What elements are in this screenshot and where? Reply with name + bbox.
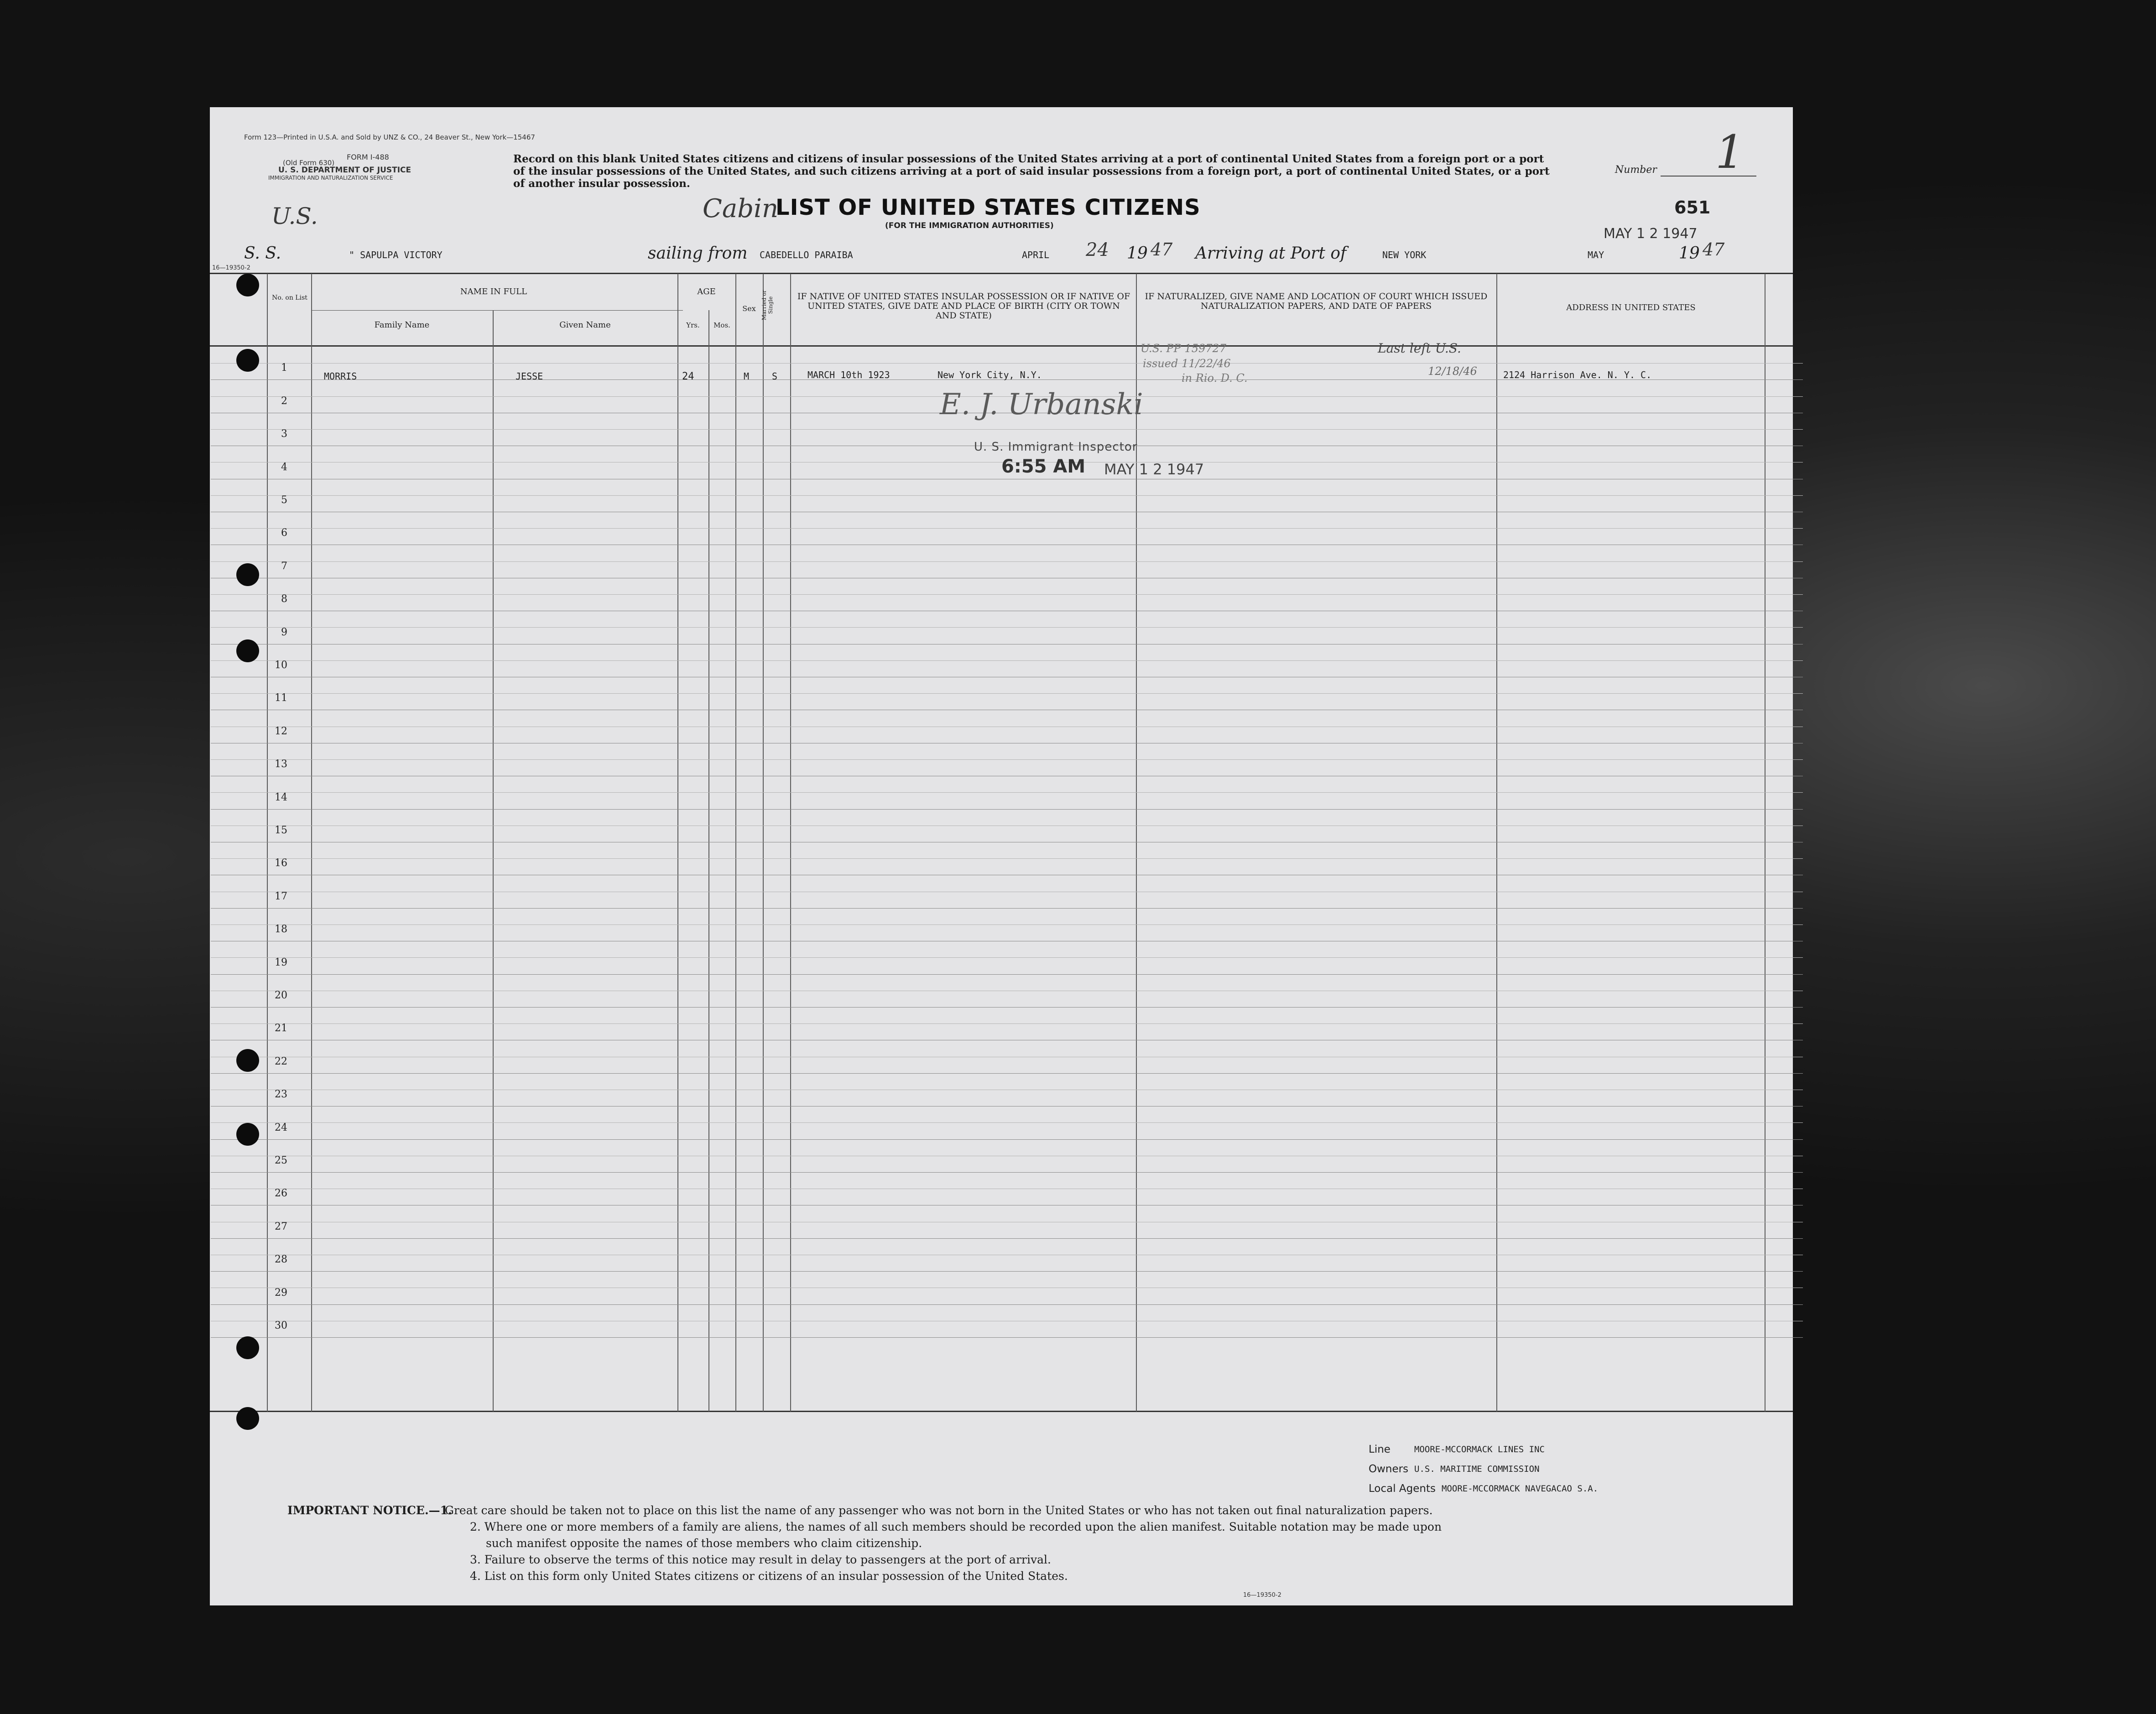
row-number: 13 <box>275 758 287 770</box>
inspection-time: 6:55 AM <box>1001 456 1086 477</box>
page-title: LIST OF UNITED STATES CITIZENS <box>776 195 1201 220</box>
table-bottom-border <box>210 1411 1793 1412</box>
binder-hole <box>236 349 259 372</box>
entry-age-years: 24 <box>682 371 694 382</box>
name-age-subheader-line <box>311 310 683 311</box>
entry-birth-place: New York City, N.Y. <box>937 369 1042 380</box>
record-instructions: Record on this blank United States citizens and citizens of insular possessions of the United States arriving at a port of continental United States from a foreign port or a port of the insular possessions of the United States, and such citizens arriving at a port of said insular possessions from a foreign port, a port of continental United States, or a port of another insular possession. <box>513 153 1550 190</box>
col-header-mos: Mos. <box>713 321 730 329</box>
row-number: 6 <box>281 527 287 539</box>
notice-item-2a: 2. Where one or more members of a family are aliens, the names of all such members should be recorded upon the alien manifest. Suitable notation may be made upon <box>470 1520 1442 1533</box>
number-label: Number <box>1615 164 1657 176</box>
col-line-0 <box>267 274 268 1412</box>
row-rule <box>211 1073 1803 1074</box>
binder-hole <box>236 1336 259 1359</box>
table-top-border <box>210 273 1793 274</box>
row-number: 7 <box>281 560 287 572</box>
col-header-sex: Sex <box>742 304 756 313</box>
departure-year-prefix: 19 <box>1127 244 1148 263</box>
arrival-port: NEW YORK <box>1382 249 1427 260</box>
col-header-no: No. on List <box>272 294 307 301</box>
row-rule <box>211 1238 1803 1239</box>
row-rule <box>211 974 1803 975</box>
row-half-rule <box>211 528 1803 529</box>
entry-naturalized-note-2: issued 11/22/46 <box>1143 357 1231 370</box>
row-number: 30 <box>275 1320 287 1331</box>
row-number: 14 <box>275 791 287 803</box>
col-header-name-full: NAME IN FULL <box>460 287 527 296</box>
line-value: MOORE-MCCORMACK LINES INC <box>1414 1444 1545 1454</box>
row-number: 4 <box>281 461 287 473</box>
arriving-label: Arriving at Port of <box>1195 244 1347 263</box>
row-number: 1 <box>281 362 287 374</box>
sheet-number: 651 <box>1674 197 1711 218</box>
line-label: Line <box>1369 1444 1390 1455</box>
cabin-handwritten: Cabin <box>703 194 779 223</box>
row-half-rule <box>211 693 1803 694</box>
entry-naturalized-note-1: U.S. PP 159727 <box>1140 342 1227 355</box>
row-number: 15 <box>275 825 287 836</box>
row-half-rule <box>211 957 1803 958</box>
row-number: 12 <box>275 725 287 737</box>
row-rule <box>211 1271 1803 1272</box>
entry-given-name: JESSE <box>516 371 543 382</box>
col-line-2 <box>493 310 494 1412</box>
col-line-5 <box>735 274 736 1412</box>
row-number: 17 <box>275 890 287 902</box>
number-value-handwritten: 1 <box>1715 125 1745 179</box>
col-header-given: Given Name <box>559 320 611 330</box>
department-name: U. S. DEPARTMENT OF JUSTICE <box>278 166 411 175</box>
col-line-6 <box>763 274 764 1412</box>
form-i-number: FORM I-488 <box>347 153 389 161</box>
received-date-stamp: MAY 1 2 1947 <box>1604 226 1698 242</box>
arrival-month: MAY <box>1588 249 1604 260</box>
row-number: 11 <box>275 692 287 704</box>
agents-label: Local Agents <box>1369 1483 1436 1495</box>
binder-hole <box>236 563 259 586</box>
notice-item-3: 3. Failure to observe the terms of this notice may result in delay to passengers at the port of arrival. <box>470 1553 1051 1566</box>
row-half-rule <box>211 627 1803 628</box>
form-printer-line: Form 123—Printed in U.S.A. and Sold by UNZ & CO., 24 Beaver St., New York—15467 <box>244 133 535 141</box>
row-number: 5 <box>281 494 287 506</box>
inspector-title: U. S. Immigrant Inspector <box>974 440 1138 454</box>
departure-month: APRIL <box>1022 249 1050 260</box>
col-line-1 <box>311 274 312 1412</box>
manifest-sheet <box>210 107 1793 1605</box>
col-header-address: ADDRESS IN UNITED STATES <box>1566 303 1696 312</box>
col-header-married: Married or Single <box>761 290 774 321</box>
row-number: 28 <box>275 1254 287 1266</box>
row-half-rule <box>211 363 1803 364</box>
row-number: 21 <box>275 1023 287 1034</box>
row-number: 23 <box>275 1089 287 1101</box>
col-line-7 <box>790 274 791 1412</box>
row-number: 2 <box>281 395 287 407</box>
entry-birth-date: MARCH 10th 1923 <box>807 369 890 380</box>
row-number: 22 <box>275 1055 287 1067</box>
row-number: 16 <box>275 857 287 869</box>
row-half-rule <box>211 660 1803 661</box>
row-number: 9 <box>281 626 287 638</box>
binder-hole <box>236 639 259 662</box>
col-header-naturalized: IF NATURALIZED, GIVE NAME AND LOCATION OF COURT WHICH ISSUED NATURALIZATION PAPERS, AND DATE OF PAPERS <box>1145 291 1488 311</box>
agents-value: MOORE-MCCORMACK NAVEGACAO S.A. <box>1442 1484 1599 1494</box>
col-line-4 <box>708 310 709 1412</box>
row-number: 18 <box>275 924 287 935</box>
entry-marital: S <box>772 371 778 382</box>
notice-item-4: 4. List on this form only United States citizens or citizens of an insular possession of the United States. <box>470 1569 1068 1583</box>
form-code-top: 16—19350-2 <box>212 265 250 271</box>
row-number: 24 <box>275 1122 287 1133</box>
row-half-rule <box>211 429 1803 430</box>
old-form-number: (Old Form 630) <box>283 159 335 167</box>
row-number: 10 <box>275 660 287 671</box>
row-half-rule <box>211 495 1803 496</box>
row-rule <box>211 1337 1803 1338</box>
col-header-family: Family Name <box>374 320 430 330</box>
row-rule <box>211 809 1803 810</box>
entry-address: 2124 Harrison Ave. N. Y. C. <box>1503 369 1652 380</box>
row-number: 25 <box>275 1155 287 1166</box>
row-half-rule <box>211 1122 1803 1123</box>
departure-port: CABEDELLO PARAIBA <box>760 249 853 260</box>
inspector-signature: E. J. Urbanski <box>940 388 1143 421</box>
col-line-9 <box>1496 274 1497 1412</box>
us-handwritten: U.S. <box>271 203 318 229</box>
row-half-rule <box>211 858 1803 859</box>
row-half-rule <box>211 759 1803 760</box>
entry-naturalized-note-3: in Rio. D. C. <box>1182 372 1248 384</box>
form-code-bottom: 16—19350-2 <box>1243 1592 1281 1599</box>
ss-label: S. S. <box>244 244 281 263</box>
row-half-rule <box>211 792 1803 793</box>
ship-name: " SAPULPA VICTORY <box>349 249 443 260</box>
entry-naturalized-note-5: 12/18/46 <box>1428 365 1477 378</box>
row-rule <box>211 1304 1803 1305</box>
row-half-rule <box>211 561 1803 562</box>
row-number: 20 <box>275 990 287 1001</box>
notice-item-1: Great care should be taken not to place on this list the name of any passenger who was not born in the United States or who has not taken out final naturalization papers. <box>445 1504 1433 1517</box>
table-header-bottom <box>210 345 1793 347</box>
row-rule <box>211 1139 1803 1140</box>
owners-value: U.S. MARITIME COMMISSION <box>1414 1464 1540 1474</box>
sailing-from-label: sailing from <box>648 244 748 263</box>
notice-item-2b: such manifest opposite the names of those members who claim citizenship. <box>486 1537 922 1550</box>
owners-label: Owners <box>1369 1463 1409 1475</box>
entry-family-name: MORRIS <box>324 371 357 382</box>
col-line-3 <box>677 274 678 1412</box>
row-number: 26 <box>275 1188 287 1200</box>
binder-hole <box>236 1049 259 1072</box>
row-rule <box>211 1007 1803 1008</box>
row-number: 27 <box>275 1221 287 1232</box>
row-number: 29 <box>275 1287 287 1298</box>
entry-sex: M <box>744 371 750 382</box>
entry-naturalized-note-4: Last left U.S. <box>1378 341 1461 356</box>
notice-heading: IMPORTANT NOTICE.—1. <box>287 1504 452 1517</box>
row-number: 3 <box>281 428 287 440</box>
row-half-rule <box>211 1023 1803 1024</box>
inspection-date-stamp: MAY 1 2 1947 <box>1104 461 1204 478</box>
row-number: 19 <box>275 956 287 968</box>
binder-hole <box>236 1123 259 1146</box>
col-header-birth: IF NATIVE OF UNITED STATES INSULAR POSSESSION OR IF NATIVE OF UNITED STATES, GIVE DATE AND PLACE OF BIRTH (CITY OR TOWN AND STATE) <box>797 291 1130 321</box>
departure-year: 47 <box>1151 239 1173 260</box>
row-rule <box>211 908 1803 909</box>
row-half-rule <box>211 594 1803 595</box>
col-header-yrs: Yrs. <box>686 321 700 329</box>
binder-hole <box>236 1407 259 1430</box>
arrival-year-prefix: 19 <box>1679 244 1700 263</box>
row-rule <box>211 1172 1803 1173</box>
service-name: IMMIGRATION AND NATURALIZATION SERVICE <box>268 175 393 181</box>
departure-day: 24 <box>1086 239 1109 260</box>
binder-hole <box>236 274 259 296</box>
row-number: 8 <box>281 593 287 605</box>
page-subtitle: (FOR THE IMMIGRATION AUTHORITIES) <box>885 221 1054 230</box>
col-header-age: AGE <box>697 287 716 296</box>
arrival-year: 47 <box>1703 239 1725 260</box>
